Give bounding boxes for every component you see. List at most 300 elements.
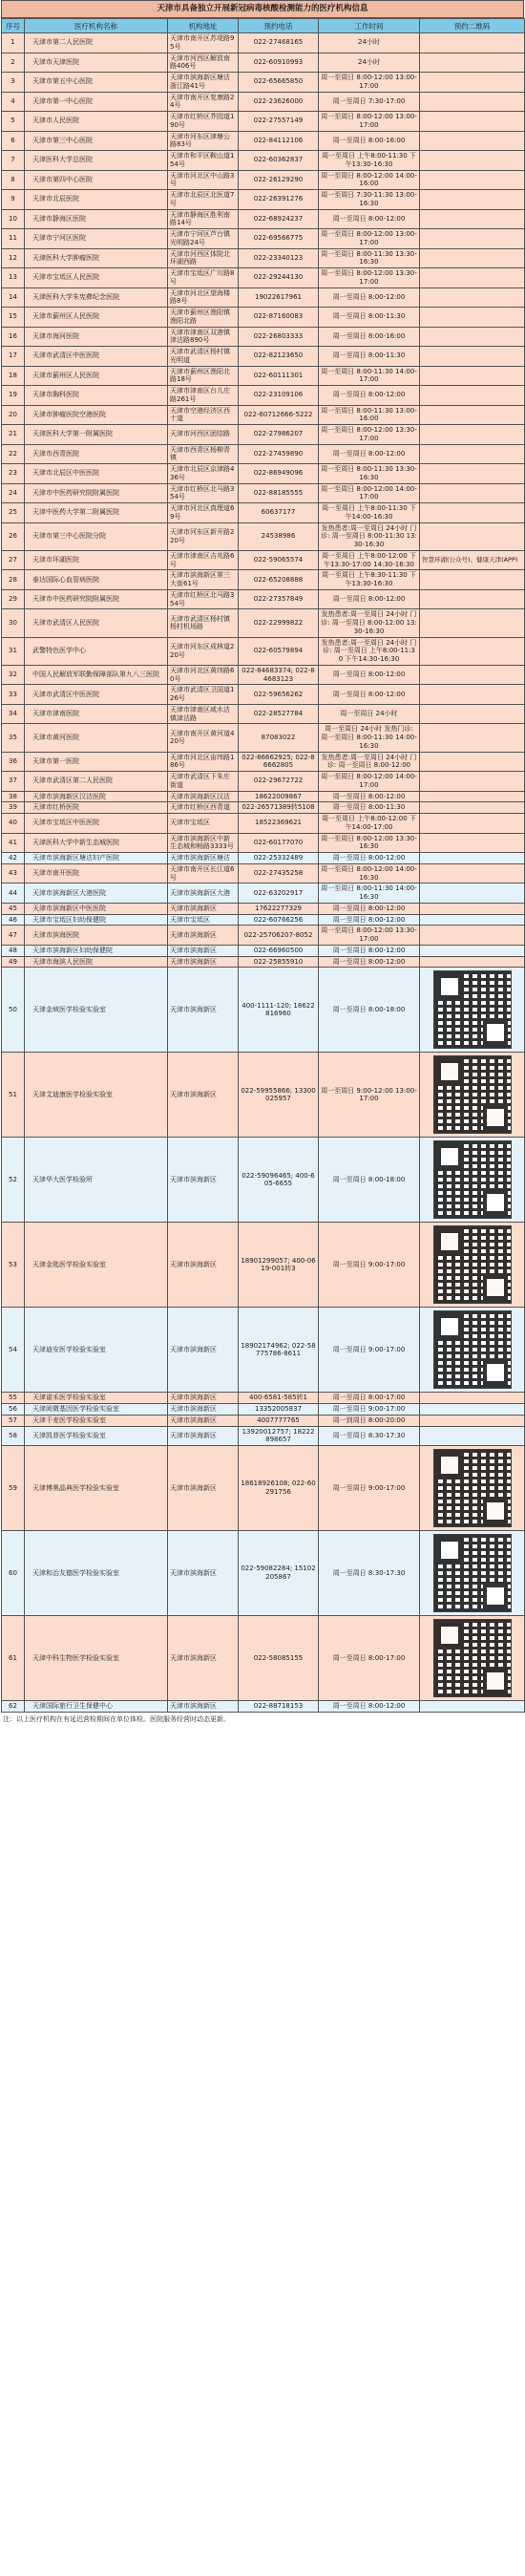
hospital-address: 天津市滨海新区大港	[168, 884, 239, 904]
hospital-name: 天津医科大学总医院	[25, 151, 168, 171]
working-hours: 周一至周日 24小时	[319, 704, 420, 724]
booking-qr	[420, 151, 525, 171]
booking-phone: 022-60362837	[239, 151, 319, 171]
working-hours: 周一至周日 8:00-11:30	[319, 308, 420, 328]
working-hours: 周一至周日 8:00-11:30	[319, 802, 420, 814]
booking-qr	[420, 347, 525, 367]
table-row	[2, 33, 525, 53]
booking-qr	[420, 112, 525, 132]
hospital-name: 天津千麦医学检验实验室	[25, 1415, 168, 1426]
booking-phone: 18622009867	[239, 791, 319, 802]
hospital-address: 天津市河北区宙纬路186号	[168, 752, 239, 772]
qr-code-icon[interactable]	[433, 1225, 512, 1304]
working-hours: 周一至周日 8:00-12:00	[319, 853, 420, 864]
working-hours: 周一至周日 8:00-12:00	[319, 791, 420, 802]
hospital-name: 天津市滨海新区塘沽妇产医院	[25, 853, 168, 864]
working-hours: 周一至周日 8:00-12:00 13:00-17:00	[319, 229, 420, 249]
working-hours: 周一至周日 8:00-12:00	[319, 444, 420, 464]
booking-qr	[420, 170, 525, 190]
row-number: 27	[2, 550, 25, 570]
booking-phone: 022-59065574	[239, 550, 319, 570]
hospital-address: 天津市滨海新区	[168, 1393, 239, 1404]
table-row	[2, 550, 525, 570]
qr-code-icon[interactable]	[433, 1449, 512, 1527]
hospital-name: 天津市黄河医院	[25, 724, 168, 752]
working-hours: 周一至周日 8:00-12:00	[319, 287, 420, 308]
hospital-address: 天津市津南区双港镇津沽路890号	[168, 327, 239, 347]
table-row	[2, 914, 525, 926]
booking-phone: 022-27435258	[239, 863, 319, 884]
booking-qr	[420, 190, 525, 210]
booking-phone: 022-60579894	[239, 637, 319, 665]
working-hours: 周一到周日 8:00-20:00	[319, 1415, 420, 1426]
hospital-address: 天津市河北区中山路3号	[168, 170, 239, 190]
hospital-address: 天津市空港经济区西十道	[168, 405, 239, 425]
hospital-address: 天津市河西区体院北环湖西路	[168, 248, 239, 268]
working-hours: 周一至周日 8:00-16:00	[319, 327, 420, 347]
table-row	[2, 665, 525, 685]
booking-qr	[420, 884, 525, 904]
table-row	[2, 483, 525, 503]
booking-qr	[420, 956, 525, 968]
hospital-address: 天津市滨海新区塘沽	[168, 853, 239, 864]
row-number: 45	[2, 903, 25, 914]
row-number: 56	[2, 1404, 25, 1416]
booking-qr	[420, 268, 525, 288]
working-hours: 周一至周日 8:00-11:30 13:30-16:30	[319, 464, 420, 484]
row-number: 14	[2, 287, 25, 308]
table-row	[2, 347, 525, 367]
hospital-address: 天津市滨海新区	[168, 926, 239, 946]
booking-phone: 022-84683374; 022-84683123	[239, 665, 319, 685]
booking-qr	[420, 814, 525, 834]
row-number: 15	[2, 308, 25, 328]
hospital-address: 天津市滨海新区	[168, 956, 239, 968]
row-number: 36	[2, 752, 25, 772]
hospital-name: 天津市蓟州区人民医院	[25, 366, 168, 386]
row-number: 17	[2, 347, 25, 367]
booking-qr	[420, 248, 525, 268]
booking-qr	[420, 483, 525, 503]
working-hours: 周一至周日 9:00-17:00	[319, 1446, 420, 1531]
booking-phone: 022-26391276	[239, 190, 319, 210]
working-hours: 周一至周日 8:30-17:30	[319, 1426, 420, 1446]
booking-qr	[420, 945, 525, 956]
working-hours: 周一至周日 8:00-12:00 13:30-17:00	[319, 425, 420, 445]
booking-phone: 022-25855910	[239, 956, 319, 968]
working-hours: 周一至周日 8:00-18:00	[319, 968, 420, 1053]
working-hours: 周一至周日 8:00-12:00	[319, 914, 420, 926]
booking-qr	[420, 386, 525, 406]
booking-phone: 022-88185555	[239, 483, 319, 503]
hospital-address: 天津市滨海新区	[168, 1223, 239, 1308]
hospital-name: 天津市第一医院	[25, 752, 168, 772]
booking-phone: 022-60177070	[239, 833, 319, 853]
table-row	[2, 589, 525, 609]
table-row	[2, 956, 525, 968]
booking-qr: 智慧环湖(公众号)、健康天津(APP)	[420, 550, 525, 570]
table-row	[2, 1223, 525, 1308]
row-number: 48	[2, 945, 25, 956]
table-row	[2, 229, 525, 249]
hospital-address: 天津市武清区下朱庄街道	[168, 772, 239, 792]
qr-code-icon[interactable]	[433, 1310, 512, 1389]
row-number: 52	[2, 1138, 25, 1223]
hospital-name: 天津华大医学检验所	[25, 1138, 168, 1223]
booking-phone: 13352005837	[239, 1404, 319, 1416]
hospital-address: 天津市滨海新区	[168, 1426, 239, 1446]
qr-code-icon[interactable]	[433, 1534, 512, 1612]
working-hours: 24小时	[319, 33, 420, 53]
table-row	[2, 1616, 525, 1701]
working-hours: 周一至周日 9:00-17:00	[319, 1308, 420, 1393]
table-row	[2, 131, 525, 151]
row-number: 32	[2, 665, 25, 685]
hospital-name: 天津市滨海新区大港医院	[25, 884, 168, 904]
qr-code-icon[interactable]	[433, 970, 512, 1049]
row-number: 51	[2, 1053, 25, 1138]
row-number: 54	[2, 1308, 25, 1393]
table-row	[2, 1053, 525, 1138]
booking-qr	[420, 229, 525, 249]
booking-phone: 022-69566775	[239, 229, 319, 249]
booking-qr	[420, 522, 525, 550]
booking-phone: 022-59656262	[239, 685, 319, 705]
hospital-name: 天津博奥晶典医学检验实验室	[25, 1446, 168, 1531]
table-row	[2, 637, 525, 665]
booking-phone: 022-87160083	[239, 308, 319, 328]
hospital-address: 天津市宝坻区	[168, 914, 239, 926]
hospital-address: 天津市宁河区芦台镇光明路24号	[168, 229, 239, 249]
hospital-address: 天津市南开区复康路24号	[168, 92, 239, 112]
document	[1, 0, 524, 1727]
booking-qr	[420, 444, 525, 464]
booking-qr	[420, 1223, 525, 1308]
table-row	[2, 609, 525, 637]
booking-phone: 022-25332489	[239, 853, 319, 864]
hospital-name: 天津市南开医院	[25, 863, 168, 884]
hospital-name: 天津市第二人民医院	[25, 33, 168, 53]
table-row	[2, 503, 525, 523]
hospital-name: 泰达国际心血管病医院	[25, 570, 168, 590]
hospital-name: 天津市滨海新区中医医院	[25, 903, 168, 914]
booking-phone: 022-26803333	[239, 327, 319, 347]
header-no: 序号	[2, 19, 25, 33]
table-row	[2, 772, 525, 792]
working-hours: 周一至周日 8:00-12:00	[319, 903, 420, 914]
table-row	[2, 863, 525, 884]
working-hours: 周一至周日 上午8:00-12:00 下午14:00-17:00	[319, 814, 420, 834]
hospital-address: 天津市静海区胜利南路14号	[168, 209, 239, 229]
row-number: 18	[2, 366, 25, 386]
working-hours: 周一至周日 8:00-12:00 14:00-17:00	[319, 772, 420, 792]
row-number: 35	[2, 724, 25, 752]
row-number: 33	[2, 685, 25, 705]
booking-qr	[420, 665, 525, 685]
qr-code-icon[interactable]	[433, 1619, 512, 1697]
booking-phone: 022-84112106	[239, 131, 319, 151]
table-row	[2, 327, 525, 347]
table-row	[2, 814, 525, 834]
table-row	[2, 308, 525, 328]
row-number: 13	[2, 268, 25, 288]
row-number: 23	[2, 464, 25, 484]
hospital-name: 天津市肿瘤医院空港医院	[25, 405, 168, 425]
hospital-address: 天津市滨海新区	[168, 945, 239, 956]
row-number: 8	[2, 170, 25, 190]
hospital-name: 天津市第一中心医院	[25, 92, 168, 112]
booking-phone: 400-1111-120; 18622816960	[239, 968, 319, 1053]
row-number: 16	[2, 327, 25, 347]
booking-qr	[420, 425, 525, 445]
booking-qr	[420, 968, 525, 1053]
table-row	[2, 444, 525, 464]
row-number: 20	[2, 405, 25, 425]
hospital-address: 天津市蓟州区渔阳北路18号	[168, 366, 239, 386]
row-number: 62	[2, 1701, 25, 1713]
table-row	[2, 724, 525, 752]
working-hours: 周一至周日 8:00-12:00 13:30-16:30	[319, 833, 420, 853]
hospital-address: 天津市滨海新区	[168, 1138, 239, 1223]
row-number: 46	[2, 914, 25, 926]
hospital-name: 天津市静海区医院	[25, 209, 168, 229]
row-number: 4	[2, 92, 25, 112]
booking-qr	[420, 503, 525, 523]
row-number: 7	[2, 151, 25, 171]
working-hours: 周一至周日 7:30-11:30 13:00-16:30	[319, 190, 420, 210]
working-hours: 发热患者:周一至周日 24小时 门诊: 周一至周日 8:00-12:00	[319, 752, 420, 772]
booking-phone: 022-86662925; 022-86662805	[239, 752, 319, 772]
hospital-address: 天津市滨海新区	[168, 1404, 239, 1416]
booking-phone: 400-6581-585转1	[239, 1393, 319, 1404]
row-number: 55	[2, 1393, 25, 1404]
working-hours: 周一至周日 上午8:00-11:30 下午14:00-16:30	[319, 503, 420, 523]
working-hours: 周一至周日 8:00-12:00 13:30-17:00	[319, 926, 420, 946]
working-hours: 发热患者:周一至周日 24小时 门诊: 周一至周日 8:00-11:30 13:30-16:30	[319, 522, 420, 550]
hospital-name: 天津市天津医院	[25, 53, 168, 73]
hospital-name: 天津中科生物医学检验实验室	[25, 1616, 168, 1701]
qr-code-icon[interactable]	[433, 1055, 512, 1134]
hospital-name: 天津金匙医学检验实验室	[25, 1223, 168, 1308]
hospital-name: 天津市滨海新区汉沽医院	[25, 791, 168, 802]
row-number: 40	[2, 814, 25, 834]
booking-qr	[420, 1138, 525, 1223]
booking-phone: 022-59955866; 13300025957	[239, 1053, 319, 1138]
booking-phone: 18902174962; 022-58775786-8611	[239, 1308, 319, 1393]
hospital-name: 天津市海河医院	[25, 327, 168, 347]
hospital-address: 天津市武清区杨村镇杨村机场路	[168, 609, 239, 637]
row-number: 28	[2, 570, 25, 590]
booking-qr	[420, 287, 525, 308]
booking-phone: 022-60111301	[239, 366, 319, 386]
table-row	[2, 1308, 525, 1393]
header-address: 机构地址	[168, 19, 239, 33]
booking-phone: 022-58085155	[239, 1616, 319, 1701]
hospital-name: 天津市第四中心医院	[25, 170, 168, 190]
hospital-address: 天津市河北区黄纬路60号	[168, 665, 239, 685]
hospital-name: 天津医科大学第一附属医院	[25, 425, 168, 445]
table-row	[2, 1393, 525, 1404]
booking-phone: 022-86949096	[239, 464, 319, 484]
working-hours: 周一至周日 8:00-12:00 14:00-17:00	[319, 483, 420, 503]
working-hours: 周一至周日 8:00-11:30 14:00-16:30	[319, 884, 420, 904]
hospital-name: 天津艾迪康医学检验实验室	[25, 1053, 168, 1138]
booking-phone: 60637177	[239, 503, 319, 523]
qr-code-icon[interactable]	[433, 1140, 512, 1219]
row-number: 43	[2, 863, 25, 884]
table-row	[2, 287, 525, 308]
table-row	[2, 1404, 525, 1416]
booking-qr	[420, 1531, 525, 1616]
booking-phone: 022-59082284; 15102205867	[239, 1531, 319, 1616]
booking-phone: 022-22999822	[239, 609, 319, 637]
table-row	[2, 190, 525, 210]
hospital-name: 天津市北辰区中医医院	[25, 464, 168, 484]
working-hours: 周一至周日 8:00-12:00 14:00-16:30	[319, 863, 420, 884]
row-number: 21	[2, 425, 25, 445]
row-number: 11	[2, 229, 25, 249]
booking-phone: 022-60766256	[239, 914, 319, 926]
hospital-address: 天津市滨海新区	[168, 1616, 239, 1701]
hospital-address: 天津市南开区苏堤路95号	[168, 33, 239, 53]
working-hours: 周一至周日 8:00-11:30 13:30-16:30	[319, 248, 420, 268]
working-hours: 周一至周日 8:00-12:00 13:30-17:00	[319, 268, 420, 288]
hospital-name: 天津市第三中心医院	[25, 131, 168, 151]
booking-phone: 022-27986207	[239, 425, 319, 445]
booking-qr	[420, 53, 525, 73]
table-row	[2, 112, 525, 132]
booking-qr	[420, 73, 525, 93]
hospital-name: 天津市宝坻区中医医院	[25, 814, 168, 834]
table-row	[2, 752, 525, 772]
working-hours: 周一至周日 8:00-12:00	[319, 589, 420, 609]
working-hours: 发热患者:周一至周日 24小时 门诊: 周一至周日 上午8:00-11:30 下午14:30-16:30	[319, 637, 420, 665]
working-hours: 周一至周日 8:00-12:00	[319, 209, 420, 229]
row-number: 22	[2, 444, 25, 464]
working-hours: 周一至周日 8:00-12:00 13:00-17:00	[319, 73, 420, 93]
table-row	[2, 425, 525, 445]
hospital-name: 天津医科大学朱宪彝纪念医院	[25, 287, 168, 308]
row-number: 9	[2, 190, 25, 210]
booking-phone: 022-23109106	[239, 386, 319, 406]
booking-qr	[420, 570, 525, 590]
table-row	[2, 386, 525, 406]
hospital-name: 天津迪安医学检验实验室	[25, 1308, 168, 1393]
row-number: 50	[2, 968, 25, 1053]
hospital-name: 天津诺禾医学检验实验室	[25, 1393, 168, 1404]
booking-phone: 022-26129290	[239, 170, 319, 190]
booking-phone: 022-63202917	[239, 884, 319, 904]
row-number: 59	[2, 1446, 25, 1531]
row-number: 53	[2, 1223, 25, 1308]
booking-phone: 022-65665850	[239, 73, 319, 93]
table-row	[2, 1446, 525, 1531]
hospital-address: 天津市滨海新区	[168, 1701, 239, 1713]
table-row	[2, 802, 525, 814]
hospital-name: 天津市津南医院	[25, 704, 168, 724]
booking-qr	[420, 903, 525, 914]
header-phone: 预约电话	[239, 19, 319, 33]
hospital-name: 天津阅微基因医学检验实验室	[25, 1404, 168, 1416]
hospital-name: 天津市第三中心医院分院	[25, 522, 168, 550]
booking-phone: 19022617961	[239, 287, 319, 308]
booking-qr	[420, 327, 525, 347]
booking-phone: 022-82123650	[239, 347, 319, 367]
working-hours: 24小时	[319, 53, 420, 73]
table-row	[2, 405, 525, 425]
table-row	[2, 570, 525, 590]
hospital-address: 天津市河北区望海楼路8号	[168, 287, 239, 308]
working-hours: 周一至周日 8:00-16:00	[319, 131, 420, 151]
hospital-address: 天津市滨海新区	[168, 1415, 239, 1426]
hospital-name: 天津市第五中心医院	[25, 73, 168, 93]
header-qr: 预约二维码	[420, 19, 525, 33]
booking-qr	[420, 1415, 525, 1426]
booking-qr	[420, 1404, 525, 1416]
row-number: 60	[2, 1531, 25, 1616]
booking-qr	[420, 1616, 525, 1701]
working-hours: 周一至周日 24小时 发热门诊: 周一至周日 8:00-11:30 14:00-16:30	[319, 724, 420, 752]
booking-phone: 87083022	[239, 724, 319, 752]
hospital-name: 天津市中医药研究院附属医院	[25, 483, 168, 503]
hospital-name: 天津医科大学中新生态城医院	[25, 833, 168, 853]
table-row	[2, 884, 525, 904]
table-row	[2, 53, 525, 73]
table-row	[2, 268, 525, 288]
table-row	[2, 853, 525, 864]
working-hours: 周一至周日 8:00-11:30 14:00-17:00	[319, 366, 420, 386]
booking-phone: 022-25706207-8052	[239, 926, 319, 946]
hospital-address: 天津市蓟州区渔阳镇渔阳北路	[168, 308, 239, 328]
hospital-address: 天津市红桥区芥园道190号	[168, 112, 239, 132]
hospital-address: 天津市滨海新区	[168, 1446, 239, 1531]
booking-phone: 022-59096465; 400-605-6655	[239, 1138, 319, 1223]
table-row	[2, 1701, 525, 1713]
working-hours: 周一至周日 8:00-11:30	[319, 347, 420, 367]
table-row	[2, 366, 525, 386]
hospital-name: 天津市宝坻区人民医院	[25, 268, 168, 288]
booking-phone: 022-26571389转5108	[239, 802, 319, 814]
hospital-address: 天津市南开区长江道6号	[168, 863, 239, 884]
booking-phone: 022-28527784	[239, 704, 319, 724]
booking-qr	[420, 772, 525, 792]
page-title: 天津市具备独立开展新冠病毒核酸检测能力的医疗机构信息	[1, 0, 524, 18]
booking-qr	[420, 704, 525, 724]
hospital-name: 天津市滨海新区妇幼保健院	[25, 945, 168, 956]
hospital-name: 天津市宝坻区妇幼保健院	[25, 914, 168, 926]
row-number: 1	[2, 33, 25, 53]
booking-qr	[420, 308, 525, 328]
table-row	[2, 248, 525, 268]
booking-qr	[420, 1393, 525, 1404]
booking-qr	[420, 1053, 525, 1138]
hospital-address: 天津市河西区解放南路406号	[168, 53, 239, 73]
booking-qr	[420, 609, 525, 637]
hospital-address: 天津市滨海新区	[168, 968, 239, 1053]
table-row	[2, 1531, 525, 1616]
table-row	[2, 1138, 525, 1223]
hospital-address: 天津市滨海新区塘沽浙江路41号	[168, 73, 239, 93]
table-row	[2, 704, 525, 724]
hospital-address: 天津市河西区团结路	[168, 425, 239, 445]
booking-phone: 022-88718153	[239, 1701, 319, 1713]
row-number: 31	[2, 637, 25, 665]
row-number: 2	[2, 53, 25, 73]
header-hours: 工作时间	[319, 19, 420, 33]
booking-qr	[420, 724, 525, 752]
hospital-name: 天津市宁河区医院	[25, 229, 168, 249]
row-number: 24	[2, 483, 25, 503]
